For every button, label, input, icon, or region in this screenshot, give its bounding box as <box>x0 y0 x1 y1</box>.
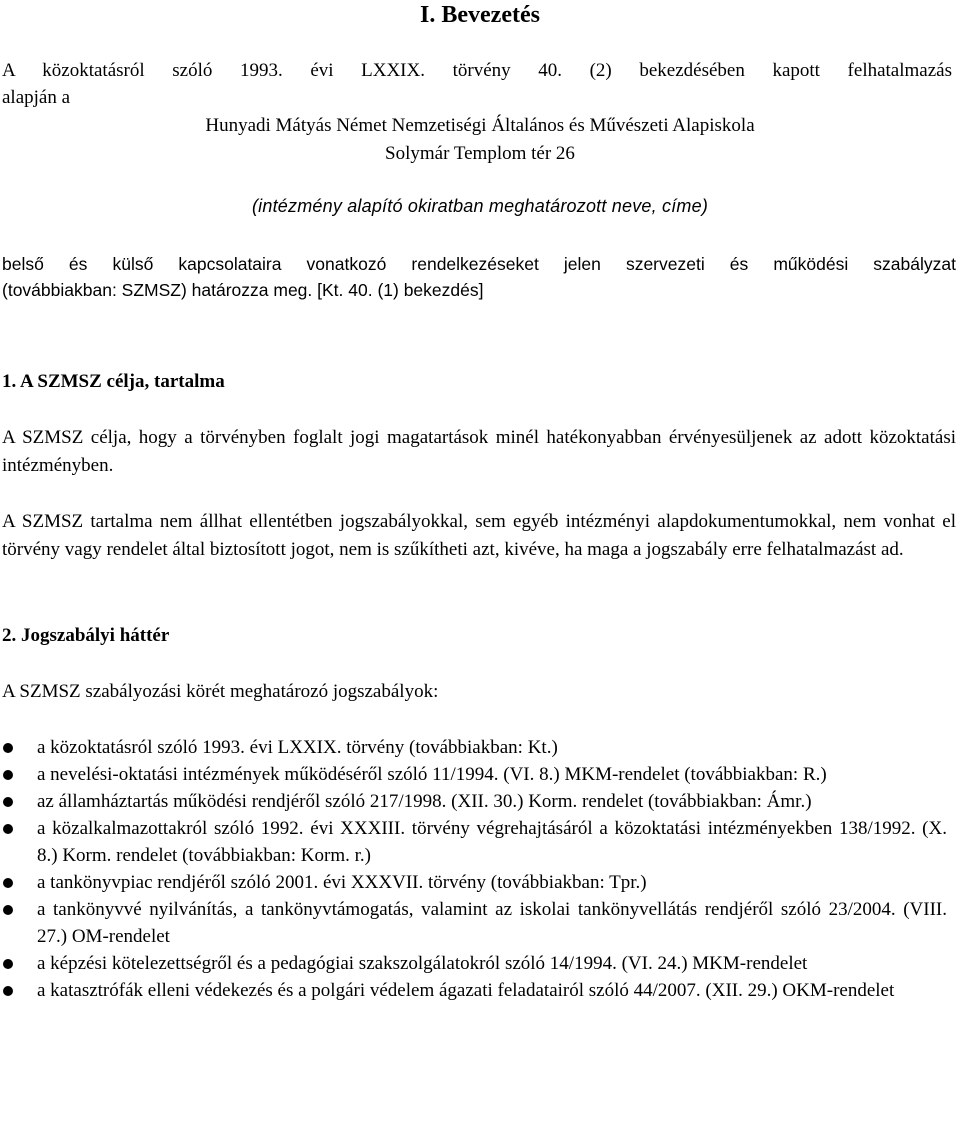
law-list-item <box>0 815 947 869</box>
authorization-line-1: A közoktatásról szóló 1993. évi LXXIX. törvény 40. (2) bekezdésében kapott felhatalmazás <box>2 60 952 81</box>
law-list-item <box>0 734 947 761</box>
law-text: a képzési kötelezettségről és a pedagógiai szakszolgálatokról szóló 14/1994. (VI. 24.) MKM-rendelet <box>37 953 808 974</box>
authorization-line-2: alapján a <box>2 87 71 108</box>
bullet-icon <box>3 986 13 996</box>
law-list-item <box>0 761 947 788</box>
scope-line-1: belső és külső kapcsolataira vonatkozó rendelkezéseket jelen szervezeti és működési szabályzat <box>2 254 956 274</box>
law-text: a tankönyvvé nyilvánítás, a tankönyvtámogatás, valamint az iskolai tankönyvellátás rendjéről szóló 23/2004. (VIII. 27.) OM-rendelet <box>37 899 947 947</box>
law-text: az államháztartás működési rendjéről szóló 217/1998. (XII. 30.) Korm. rendelet (továbbiakban: Ámr.) <box>37 791 812 812</box>
section-2-intro: A SZMSZ szabályozási körét meghatározó jogszabályok: <box>2 681 439 702</box>
law-text: a közalkalmazottakról szóló 1992. évi XXXIII. törvény végrehajtásáról a közoktatási intézményekben 138/1992. (X. 8.) Korm. rendelet (továbbiakban: Korm. r.) <box>37 818 947 866</box>
section-2-heading: 2. Jogszabályi háttér <box>2 625 170 646</box>
law-text: a tankönyvpiac rendjéről szóló 2001. évi XXXVII. törvény (továbbiakban: Tpr.) <box>37 872 647 893</box>
bullet-icon <box>3 878 13 888</box>
scope-paragraph <box>2 251 956 303</box>
section-1-content-paragraph: A SZMSZ tartalma nem állhat ellentétben jogszabályokkal, sem egyéb intézményi alapdokumentumokkal, nem vonhat el törvény vagy rendelet által biztosított jogot, nem is szűkítheti azt, kivéve, ha maga a jogszabály erre felhatalmazást ad. <box>2 511 956 560</box>
scope-line-2: (továbbiakban: SZMSZ) határozza meg. [Kt. 40. (1) bekezdés] <box>2 280 484 300</box>
page-title: I. Bevezetés <box>420 2 540 28</box>
law-list-item <box>0 869 947 896</box>
institution-note: (intézmény alapító okiratban meghatározott neve, címe) <box>251 196 709 216</box>
law-list-item <box>0 950 947 977</box>
section-1-heading: 1. A SZMSZ célja, tartalma <box>2 371 225 392</box>
law-text: a közoktatásról szóló 1993. évi LXXIX. törvény (továbbiakban: Kt.) <box>37 737 558 758</box>
bullet-icon <box>3 905 13 915</box>
bullet-icon <box>3 824 13 834</box>
bullet-icon <box>3 743 13 753</box>
law-text: a nevelési-oktatási intézmények működéséről szóló 11/1994. (VI. 8.) MKM-rendelet (továbbiakban: R.) <box>37 764 827 785</box>
bullet-icon <box>3 797 13 807</box>
institution-name: Hunyadi Mátyás Német Nemzetiségi Általános és Művészeti Alapiskola <box>205 115 755 136</box>
authorization-paragraph <box>2 57 952 111</box>
law-list <box>0 734 960 1004</box>
bullet-icon <box>3 959 13 969</box>
section-1-goal-paragraph: A SZMSZ célja, hogy a törvényben foglalt jogi magatartások minél hatékonyabban érvényesüljenek az adott közoktatási intézményben. <box>2 427 956 476</box>
law-list-item <box>0 788 947 815</box>
law-list-item <box>0 896 947 950</box>
law-text: a katasztrófák elleni védekezés és a polgári védelem ágazati feladatairól szóló 44/2007. (XII. 29.) OKM-rendelet <box>37 980 895 1001</box>
institution-address: Solymár Templom tér 26 <box>385 143 575 164</box>
bullet-icon <box>3 770 13 780</box>
law-list-item <box>0 977 947 1004</box>
